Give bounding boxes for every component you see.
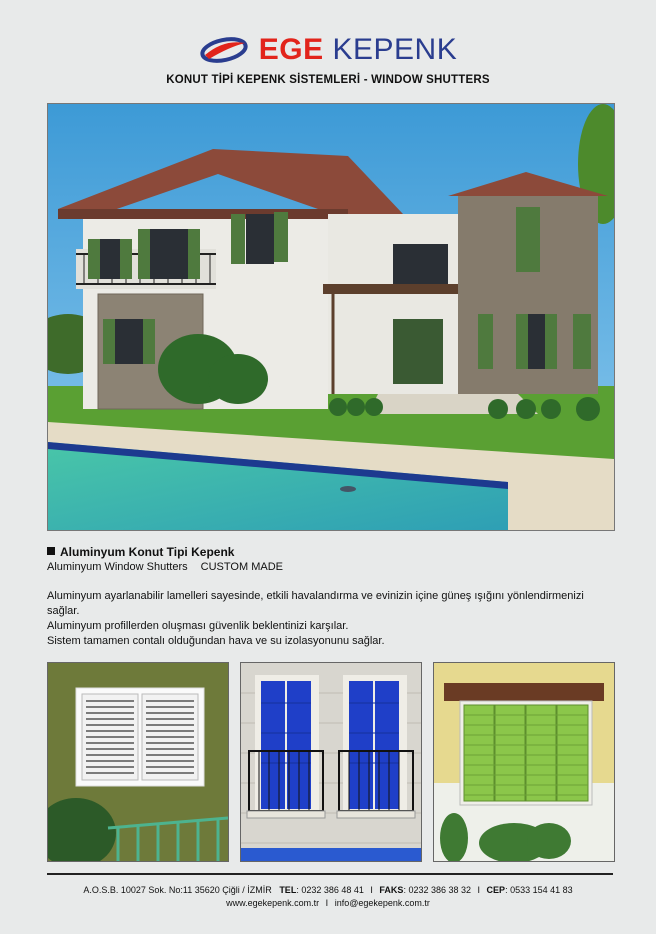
hero-villa-photo [47,103,615,531]
product-title-text: Aluminyum Konut Tipi Kepenk [60,545,235,559]
fax-value: : 0232 386 38 32 [403,885,471,895]
blue-shutters-illustration [241,663,421,861]
subtitle-left: Aluminyum Window Shutters [47,561,188,573]
thumbnail-blue-shutters [240,662,422,862]
product-title [47,545,617,560]
thumbnail-green-shutters [433,662,615,862]
header [0,30,656,86]
footer-divider [47,873,613,875]
brand-ege: EGE [258,33,324,66]
description-line-3: Sistem tamamen contalı olduğundan hava ve su izolasyonunu sağlar. [47,635,385,647]
tagline: KONUT TİPİ KEPENK SİSTEMLERİ - WINDOW SHUTTERS [166,74,490,86]
brand-kepenk: KEPENK [332,33,458,66]
separator: I [370,885,373,895]
logo [0,30,656,70]
bullet-square-icon [47,547,55,555]
separator: I [477,885,481,895]
logo-swoosh-icon [199,35,249,65]
description-line-2: Aluminyum profillerden oluşması güvenlik beklentinizi karşılar. [47,620,349,632]
product-description [47,545,617,649]
brand-name [259,35,457,65]
tel-label: TEL [279,885,297,895]
villa-illustration [48,104,614,530]
tel-value: : 0232 386 48 41 [296,885,364,895]
email-link[interactable]: info@egekepenk.com.tr [334,898,430,908]
cep-label: CEP [486,885,506,895]
green-shutters-illustration [434,663,614,861]
cep-value: : 0533 154 41 83 [505,885,573,895]
footer-line-2 [0,897,656,910]
address: A.O.S.B. 10027 Sok. No:11 35620 Çiğli / İZMİR [83,885,272,895]
footer-line-1 [0,884,656,897]
thumbnail-gallery [47,662,613,862]
website-link[interactable]: www.egekepenk.com.tr [226,898,320,908]
thumbnail-white-shutters [47,662,229,862]
separator: I [325,898,329,908]
footer-contact [0,884,656,910]
product-subtitle [47,560,617,575]
description-line-1: Aluminyum ayarlanabilir lamelleri sayesinde, etkili havalandırma ve evinizin içine güneş ışığını yönlendirmenizi sağlar. [47,590,584,617]
subtitle-right: CUSTOM MADE [200,561,283,573]
white-shutters-illustration [48,663,228,861]
fax-label: FAKS [379,885,404,895]
